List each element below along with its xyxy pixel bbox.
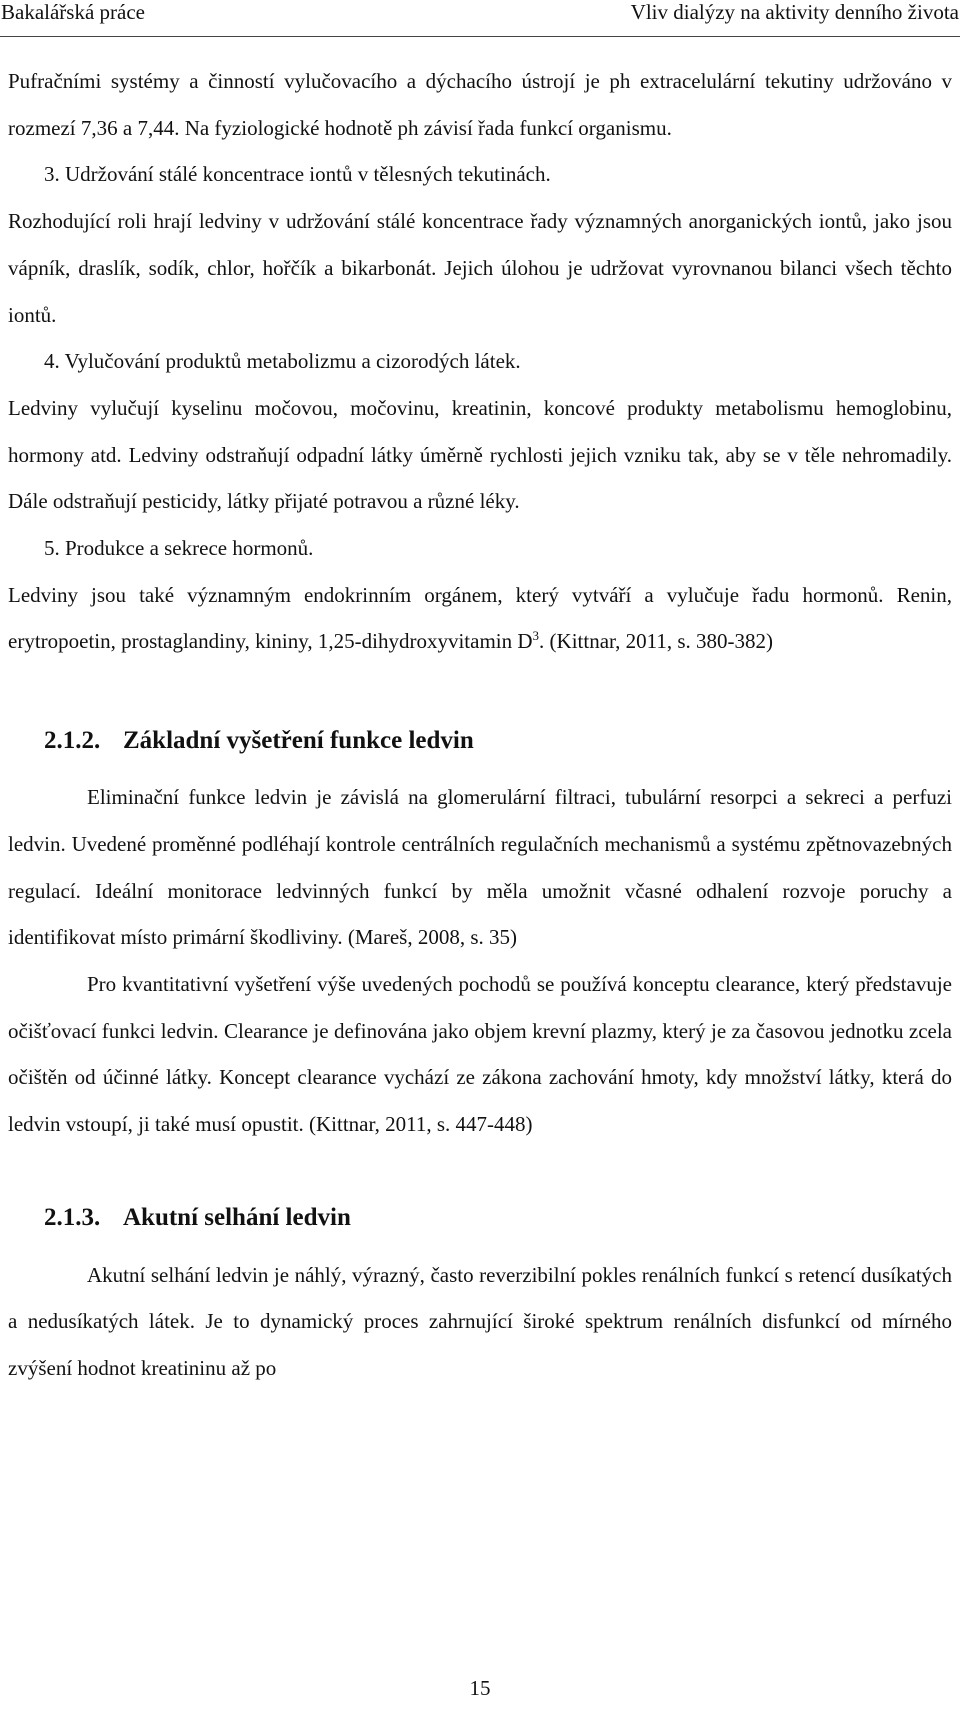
section-heading-2-1-3 xyxy=(8,1200,952,1236)
list-item-metabolite-excretion: 4. Vylučování produktů metabolizmu a cizorodých látek. xyxy=(44,349,521,374)
header-thesis-title: Vliv dialýzy na aktivity denního života xyxy=(630,0,959,24)
header-divider xyxy=(0,36,960,37)
section-title: Akutní selhání ledvin xyxy=(123,1203,351,1231)
list-item-hormone-production: 5. Produkce a sekrece hormonů. xyxy=(44,536,314,561)
citation: (Kittnar, 2011, s. 380-382) xyxy=(549,629,774,654)
list-item-ion-concentration: 3. Udržování stálé koncentrace iontů v tělesných tekutinách. xyxy=(44,162,551,187)
hormones-period: . xyxy=(539,629,545,654)
paragraph-hormones xyxy=(8,572,952,665)
section-number: 2.1.2. xyxy=(44,727,101,755)
paragraph-ph-regulation: Pufračními systémy a činností vylučovacího a dýchacího ústrojí je ph extracelulární tekutiny udržováno v rozmezí 7,36 a 7,44. Na fyziologické hodnotě ph závisí řada funkcí organismu. xyxy=(8,69,952,140)
paragraph-acute-failure: Akutní selhání ledvin je náhlý, výrazný, často reverzibilní pokles renálních funkcí s retencí dusíkatých a nedusíkatých látek. Je to dynamický proces zahrnující široké spektrum renálních disfunkcí od mírného zvýšení hodnot kreatininu až po xyxy=(8,1262,952,1381)
header-thesis-type: Bakalářská práce xyxy=(1,0,145,24)
page-header xyxy=(0,0,960,34)
page-content xyxy=(8,58,952,1392)
hormones-text: Ledviny jsou také významným endokrinním orgánem, který vytváří a vylučuje řadu hormonů. Renin, erytropoetin, prostaglandiny, kininy, 1,25-dihydroxyvitamin D xyxy=(8,582,952,654)
paragraph-clearance: Pro kvantitativní vyšetření výše uvedených pochodů se používá konceptu clearance, který představuje očišťovací funkci ledvin. Clearance je definována jako objem krevní plazmy, který je za časovou jednotku zcela očištěn od účinné látky. Koncept clearance vychází ze zákona zachování hmoty, kdy množství látky, která do ledvin vstoupí, ji také musí opustit. (Kittnar, 2011, s. 447-448) xyxy=(8,971,952,1137)
superscript: 3 xyxy=(532,628,540,644)
section-title: Základní vyšetření funkce ledvin xyxy=(123,727,474,755)
paragraph-excretion: Ledviny vylučují kyselinu močovou, močovinu, kreatinin, koncové produkty metabolismu hemoglobinu, hormony atd. Ledviny odstraňují odpadní látky úměrně rychlosti jejich vzniku tak, aby se v těle nehromadily. Dále odstraňují pesticidy, látky přijaté potravou a různé léky. xyxy=(8,395,952,514)
paragraph-ion-balance: Rozhodující roli hrají ledviny v udržování stálé koncentrace řady významných anorganických iontů, jako jsou vápník, draslík, sodík, chlor, hořčík a bikarbonát. Jejich úlohou je udržovat vyrovnanou bilanci všech těchto iontů. xyxy=(8,209,952,327)
paragraph-elimination-function: Eliminační funkce ledvin je závislá na glomerulární filtraci, tubulární resorpci a sekreci a perfuzi ledvin. Uvedené proměnné podléhají kontrole centrálních regulačních mechanismů a systému zpětnovazebných regulací. Ideální monitorace ledvinných funkcí by měla umožnit včasné odhalení rozvoje poruchy a identifikovat místo primární škodliviny. (Mareš, 2008, s. 35) xyxy=(8,785,952,950)
section-number: 2.1.3. xyxy=(44,1203,101,1231)
section-heading-2-1-2 xyxy=(8,723,952,759)
page-number: 15 xyxy=(469,1676,491,1700)
